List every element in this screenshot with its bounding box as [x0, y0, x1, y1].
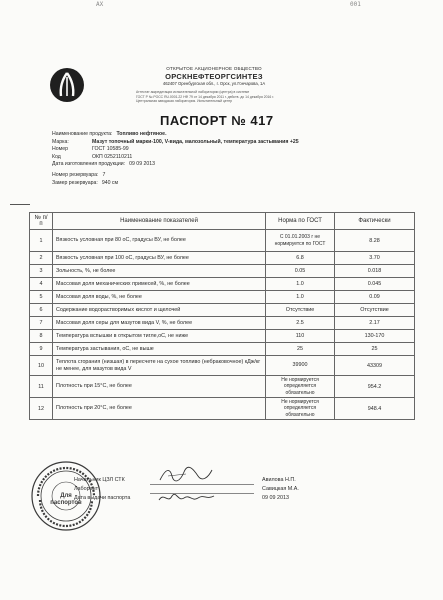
table-row: [30, 343, 415, 356]
row-indicator-name: Температура вспышки в открытом тигле,оС, не ниже: [53, 330, 266, 343]
row-number: 4: [30, 278, 53, 291]
row-gost-norm: С 01.01.2003 г не нормируется по ГОСТ: [266, 230, 335, 252]
stamp-text-for: Для: [60, 493, 72, 499]
table-row: [30, 398, 415, 420]
row-indicator-name: Зольность, %, не более: [53, 265, 266, 278]
table-row: [30, 278, 415, 291]
row-gost-norm: 2.5: [266, 317, 335, 330]
row-indicator-name: Вязкость условная при 100 оС, градусы ВУ, не более: [53, 252, 266, 265]
row-actual-value: 3.70: [335, 252, 415, 265]
signature-head: [156, 464, 216, 486]
table-row: [30, 230, 415, 252]
stamp-text-passports: паспортов: [50, 500, 82, 506]
row-indicator-name: Массовая доля воды, %, не более: [53, 291, 266, 304]
table-row: [30, 356, 415, 376]
table-row: [30, 376, 415, 398]
accreditation-line: Аттестат аккредитации испытательной лаборатории (центра) в системе: [136, 90, 250, 94]
footer-roles: [74, 476, 130, 503]
role-date: Дата выдачи паспорта: [74, 495, 131, 501]
company-address: 462407 Оренбургская обл., г. Орск, ул.Гончарова, 1А: [162, 81, 266, 86]
table-row: [30, 265, 415, 278]
scan-mark-left: АХ: [96, 1, 104, 8]
tank-value: 7: [102, 171, 106, 178]
company-logo-icon: [50, 68, 84, 102]
signature-line: [150, 484, 254, 485]
row-number: 2: [30, 252, 53, 265]
meta-row-code: [52, 154, 382, 162]
tank-label: Номер резервуара:: [52, 171, 99, 178]
number-label: Номер: [52, 146, 68, 153]
row-actual-value: 43309: [335, 356, 415, 376]
level-label: Замер резервуара:: [52, 179, 98, 186]
footer-names: [262, 476, 299, 503]
row-indicator-name: Массовая доля серы для мазутов вида V, %, не более: [53, 317, 266, 330]
row-number: 7: [30, 317, 53, 330]
row-actual-value: 948.4: [335, 398, 415, 420]
table-body: [30, 230, 415, 420]
date-value: 09 09 2013: [129, 161, 156, 168]
row-number: 12: [30, 398, 53, 420]
header-norm: Норма по ГОСТ: [266, 213, 335, 230]
row-number: 6: [30, 304, 53, 317]
code-value: ОКП 0252110211: [92, 153, 133, 160]
row-actual-value: 0.045: [335, 278, 415, 291]
product-value: Топливо нефтяное.: [116, 131, 167, 137]
role-head: Начальник ЦЗЛ СТК: [74, 477, 125, 483]
row-gost-norm: 6.8: [266, 252, 335, 265]
signature-line: [150, 493, 254, 494]
row-actual-value: 954.2: [335, 376, 415, 398]
brand-label: Марка:: [52, 138, 69, 145]
table-row: [30, 252, 415, 265]
passport-title: ПАСПОРТ № 417: [160, 113, 274, 128]
meta-row-brand: [52, 139, 382, 147]
role-lab: Лаборант: [74, 486, 99, 492]
product-label: Наименование продукта:: [52, 131, 113, 137]
row-gost-norm: 0.05: [266, 265, 335, 278]
issue-date: 09 09 2013: [262, 495, 289, 501]
row-actual-value: Отсутствие: [335, 304, 415, 317]
header-num: № п/п: [30, 213, 53, 230]
row-gost-norm: 1.0: [266, 278, 335, 291]
company-name: ОРСКНЕФТЕОРГСИНТЕЗ: [165, 72, 263, 81]
margin-mark: [10, 204, 30, 205]
table-row: [30, 291, 415, 304]
row-indicator-name: Теплота сгорания (низшая) в пересчете на сухое топливо (небраковочное) кДж/кг не менее, для мазутов вида V: [53, 356, 266, 376]
row-actual-value: 0.018: [335, 265, 415, 278]
meta-row-tank: [52, 172, 382, 180]
date-label: Дата изготовления продукции:: [52, 161, 126, 168]
accreditation-text: [136, 90, 292, 104]
row-actual-value: 0.09: [335, 291, 415, 304]
row-indicator-name: Массовая доля механических примесей, %, не более: [53, 278, 266, 291]
row-indicator-name: Температура застывания, оС, не выше: [53, 343, 266, 356]
company-header: [136, 66, 292, 104]
row-number: 10: [30, 356, 53, 376]
number-value: ГОСТ 10585-99: [92, 146, 129, 153]
meta-row-level: [52, 180, 382, 188]
row-indicator-name: Плотность при 15°С, не более: [53, 376, 266, 398]
name-head: Авилова Н.П.: [262, 477, 296, 483]
row-number: 1: [30, 230, 53, 252]
row-gost-norm: Не нормируется определяется обязательно: [266, 398, 335, 420]
table-row: [30, 317, 415, 330]
company-type: ОТКРЫТОЕ АКЦИОНЕРНОЕ ОБЩЕСТВО: [166, 66, 262, 71]
row-number: 11: [30, 376, 53, 398]
row-actual-value: 2.17: [335, 317, 415, 330]
accreditation-line: ГОСТ Р № РОСС RU.0001.22 НФ 79 от 14 декабря 2011 г. действ. до 14 декабря 2016 г.: [136, 94, 274, 99]
product-metadata: [52, 131, 382, 187]
row-gost-norm: 110: [266, 330, 335, 343]
row-number: 5: [30, 291, 53, 304]
row-actual-value: 25: [335, 343, 415, 356]
meta-row-number: [52, 146, 382, 154]
row-indicator-name: Содержание водорастворимых кислот и щелочей: [53, 304, 266, 317]
row-gost-norm: 25: [266, 343, 335, 356]
level-value: 940 см: [101, 179, 119, 186]
code-label: Код: [52, 153, 61, 160]
scan-mark-right: 001: [350, 1, 361, 8]
meta-row-product: [52, 131, 382, 139]
row-gost-norm: 39900: [266, 356, 335, 376]
accreditation-line: Центральная заводская лаборатория. Испытательный центр: [136, 99, 233, 104]
row-gost-norm: Отсутствие: [266, 304, 335, 317]
row-indicator-name: Вязкость условная при 80 оС, градусы ВУ, не более: [53, 230, 266, 252]
row-actual-value: 130-170: [335, 330, 415, 343]
table-header-row: [30, 213, 415, 230]
row-gost-norm: 1.0: [266, 291, 335, 304]
meta-row-date: [52, 161, 382, 169]
row-number: 9: [30, 343, 53, 356]
quality-table: [29, 212, 415, 420]
signature-lab: [156, 488, 220, 508]
row-number: 8: [30, 330, 53, 343]
brand-value: Мазут топочный марки-100, V-вида, малозольный, температура застывания +25: [92, 138, 299, 145]
row-gost-norm: Не нормируется определяется обязательно: [266, 376, 335, 398]
header-fact: Фактически: [335, 213, 415, 230]
name-lab: Савицкая М.А.: [262, 486, 299, 492]
header-name: Наименование показателей: [53, 213, 266, 230]
row-actual-value: 8.28: [335, 230, 415, 252]
table-row: [30, 330, 415, 343]
table-row: [30, 304, 415, 317]
row-number: 3: [30, 265, 53, 278]
row-indicator-name: Плотность при 20°С, не более: [53, 398, 266, 420]
